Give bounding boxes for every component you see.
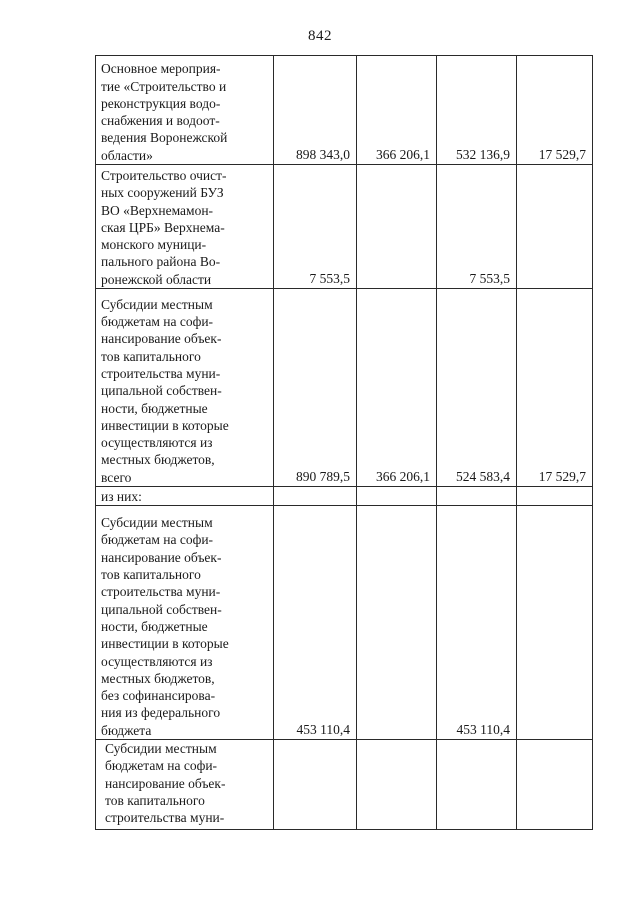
row-label-line: ципальной собствен- bbox=[101, 601, 222, 617]
row-label bbox=[96, 506, 274, 740]
row-label-line: монского муници- bbox=[101, 237, 207, 253]
row-label-line: строительства муни- bbox=[105, 810, 225, 826]
cell-regional: 532 136,9 bbox=[437, 56, 517, 165]
row-label-line: снабжения и водоот- bbox=[101, 113, 220, 129]
cell-total: 898 343,0 bbox=[274, 56, 357, 165]
table-row bbox=[96, 487, 593, 506]
row-label-line: бюджета bbox=[101, 722, 152, 738]
row-label-line: ния из федерального bbox=[101, 705, 221, 721]
row-label-line: тов капитального bbox=[101, 348, 201, 364]
cell-regional: 7 553,5 bbox=[437, 165, 517, 289]
table-row bbox=[96, 56, 593, 165]
cell-regional: 453 110,4 bbox=[437, 506, 517, 740]
cell-federal bbox=[357, 487, 437, 506]
budget-table-body bbox=[96, 56, 593, 830]
row-label-line: ронежской области bbox=[101, 271, 212, 287]
table-row bbox=[96, 506, 593, 740]
row-label-line: инвестиции в которые bbox=[101, 636, 229, 652]
cell-local: 17 529,7 bbox=[517, 289, 593, 487]
row-label-line: нансирование объек- bbox=[101, 331, 222, 347]
cell-total: 453 110,4 bbox=[274, 506, 357, 740]
row-label bbox=[96, 289, 274, 487]
row-label-line: ская ЦРБ» Верхнема- bbox=[101, 219, 225, 235]
cell-total: 7 553,5 bbox=[274, 165, 357, 289]
row-label bbox=[96, 165, 274, 289]
cell-federal bbox=[357, 740, 437, 830]
row-label-line: области» bbox=[101, 147, 153, 163]
row-label-line: нансирование объек- bbox=[101, 549, 222, 565]
row-label-line: осуществляются из bbox=[101, 435, 213, 451]
table-row bbox=[96, 289, 593, 487]
cell-local bbox=[517, 487, 593, 506]
row-label-line: ности, бюджетные bbox=[101, 618, 208, 634]
cell-federal bbox=[357, 506, 437, 740]
budget-table bbox=[95, 55, 593, 830]
row-label-line: тов капитального bbox=[105, 792, 205, 808]
row-label-line: ВО «Верхнемамон- bbox=[101, 202, 214, 218]
cell-regional bbox=[437, 487, 517, 506]
row-label-line: ных сооружений БУЗ bbox=[101, 185, 224, 201]
row-label-line: осуществляются из bbox=[101, 653, 213, 669]
cell-local bbox=[517, 506, 593, 740]
row-label-line: бюджетам на софи- bbox=[101, 532, 214, 548]
row-label bbox=[96, 740, 274, 830]
row-label-line: Субсидии местным bbox=[105, 741, 217, 756]
cell-total bbox=[274, 487, 357, 506]
page-number: 842 bbox=[308, 28, 332, 44]
row-label-line: из них: bbox=[101, 488, 142, 504]
cell-federal: 366 206,1 bbox=[357, 289, 437, 487]
row-label-line: инвестиции в которые bbox=[101, 417, 229, 433]
table-row bbox=[96, 165, 593, 289]
row-label-line: тов капитального bbox=[101, 567, 201, 583]
row-label-line: всего bbox=[101, 469, 132, 485]
row-label-line: строительства муни- bbox=[101, 365, 221, 381]
cell-federal bbox=[357, 165, 437, 289]
row-label-line: Субсидии местным bbox=[101, 296, 213, 312]
cell-total: 890 789,5 bbox=[274, 289, 357, 487]
row-label-line: Субсидии местным bbox=[101, 515, 213, 531]
row-label-line: ципальной собствен- bbox=[101, 383, 222, 399]
row-label-line: местных бюджетов, bbox=[101, 452, 215, 468]
row-label-line: Основное мероприя- bbox=[101, 61, 221, 77]
table-row bbox=[96, 740, 593, 830]
row-label-line: строительства муни- bbox=[101, 584, 221, 600]
cell-regional bbox=[437, 740, 517, 830]
row-label-line: реконструкция водо- bbox=[101, 95, 221, 111]
row-label-line: ности, бюджетные bbox=[101, 400, 208, 416]
row-label-line: нансирование объек- bbox=[105, 775, 226, 791]
row-label-line: без софинансирова- bbox=[101, 688, 216, 704]
row-label bbox=[96, 487, 274, 506]
row-label-line: бюджетам на софи- bbox=[101, 314, 214, 330]
row-label bbox=[96, 56, 274, 165]
row-label-line: ведения Воронежской bbox=[101, 130, 228, 146]
row-label-line: бюджетам на софи- bbox=[105, 758, 218, 774]
cell-federal: 366 206,1 bbox=[357, 56, 437, 165]
cell-local: 17 529,7 bbox=[517, 56, 593, 165]
row-label-line: Строительство очист- bbox=[101, 167, 227, 183]
row-label-line: тие «Строительство и bbox=[101, 78, 227, 94]
row-label-line: пального района Во- bbox=[101, 254, 221, 270]
cell-regional: 524 583,4 bbox=[437, 289, 517, 487]
cell-local bbox=[517, 740, 593, 830]
cell-total bbox=[274, 740, 357, 830]
row-label-line: местных бюджетов, bbox=[101, 670, 215, 686]
cell-local bbox=[517, 165, 593, 289]
